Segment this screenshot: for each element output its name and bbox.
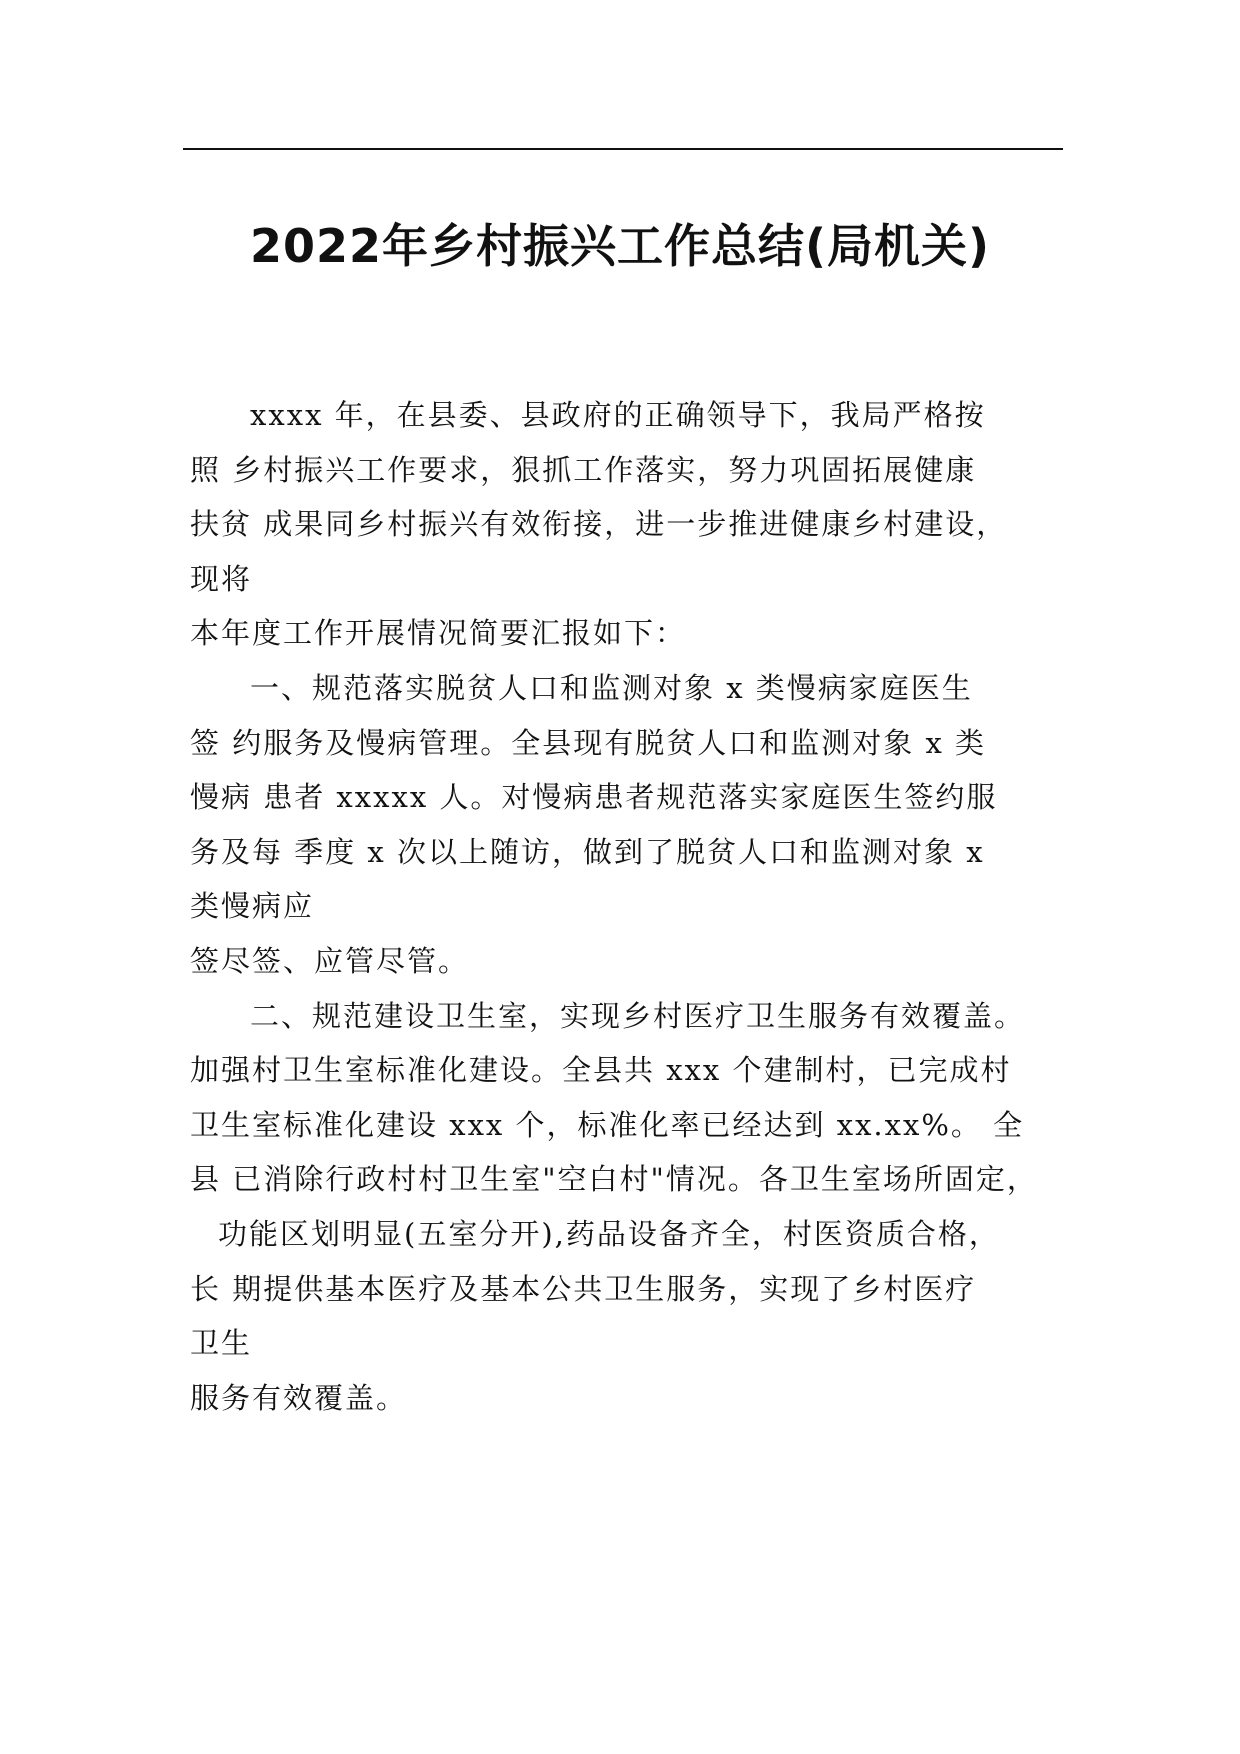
body-line: 县 已消除行政村村卫生室"空白村"情况。各卫生室场所固定， bbox=[190, 1162, 1038, 1197]
body-line: 类慢病应 bbox=[190, 889, 315, 924]
body-line: 扶贫 成果同乡村振兴有效衔接，进一步推进健康乡村建设， bbox=[190, 507, 1008, 542]
body-line: 加强村卫生室标准化建设。全县共 xxx 个建制村，已完成村 bbox=[190, 1053, 1012, 1088]
body-line: xxxx 年，在县委、县政府的正确领导下，我局严格按 bbox=[250, 398, 986, 432]
body-line: 务及每 季度 x 次以上随访，做到了脱贫人口和监测对象 x bbox=[190, 834, 985, 869]
body-line: 二、规范建设卫生室，实现乡村医疗卫生服务有效覆盖。 bbox=[250, 998, 1026, 1033]
body-line: 功能区划明显(五室分开),药品设备齐全，村医资质合格， bbox=[218, 1216, 1000, 1251]
body-line: 一、规范落实脱贫人口和监测对象 x 类慢病家庭医生 bbox=[250, 670, 973, 705]
body-line: 照 乡村振兴工作要求，狠抓工作落实，努力巩固拓展健康 bbox=[190, 452, 977, 487]
body-line: 慢病 患者 xxxxx 人。对慢病患者规范落实家庭医生签约服 bbox=[190, 780, 998, 815]
body-line: 本年度工作开展情况简要汇报如下： bbox=[190, 616, 687, 651]
body-line: 现将 bbox=[190, 561, 253, 596]
body-line: 卫生室标准化建设 xxx 个，标准化率已经达到 xx.xx%。 全 bbox=[190, 1107, 1025, 1142]
body-line: 服务有效覆盖。 bbox=[190, 1380, 408, 1415]
document-title: 2022年乡村振兴工作总结(局机关) bbox=[249, 219, 991, 273]
header-rule bbox=[183, 148, 1063, 150]
body-line: 签 约服务及慢病管理。全县现有脱贫人口和监测对象 x 类 bbox=[190, 725, 987, 760]
body-line: 签尽签、应管尽管。 bbox=[190, 943, 470, 978]
body-line: 卫生 bbox=[190, 1326, 253, 1361]
document-body bbox=[190, 388, 1070, 1425]
body-line: 长 期提供基本医疗及基本公共卫生服务，实现了乡村医疗 bbox=[190, 1271, 977, 1306]
